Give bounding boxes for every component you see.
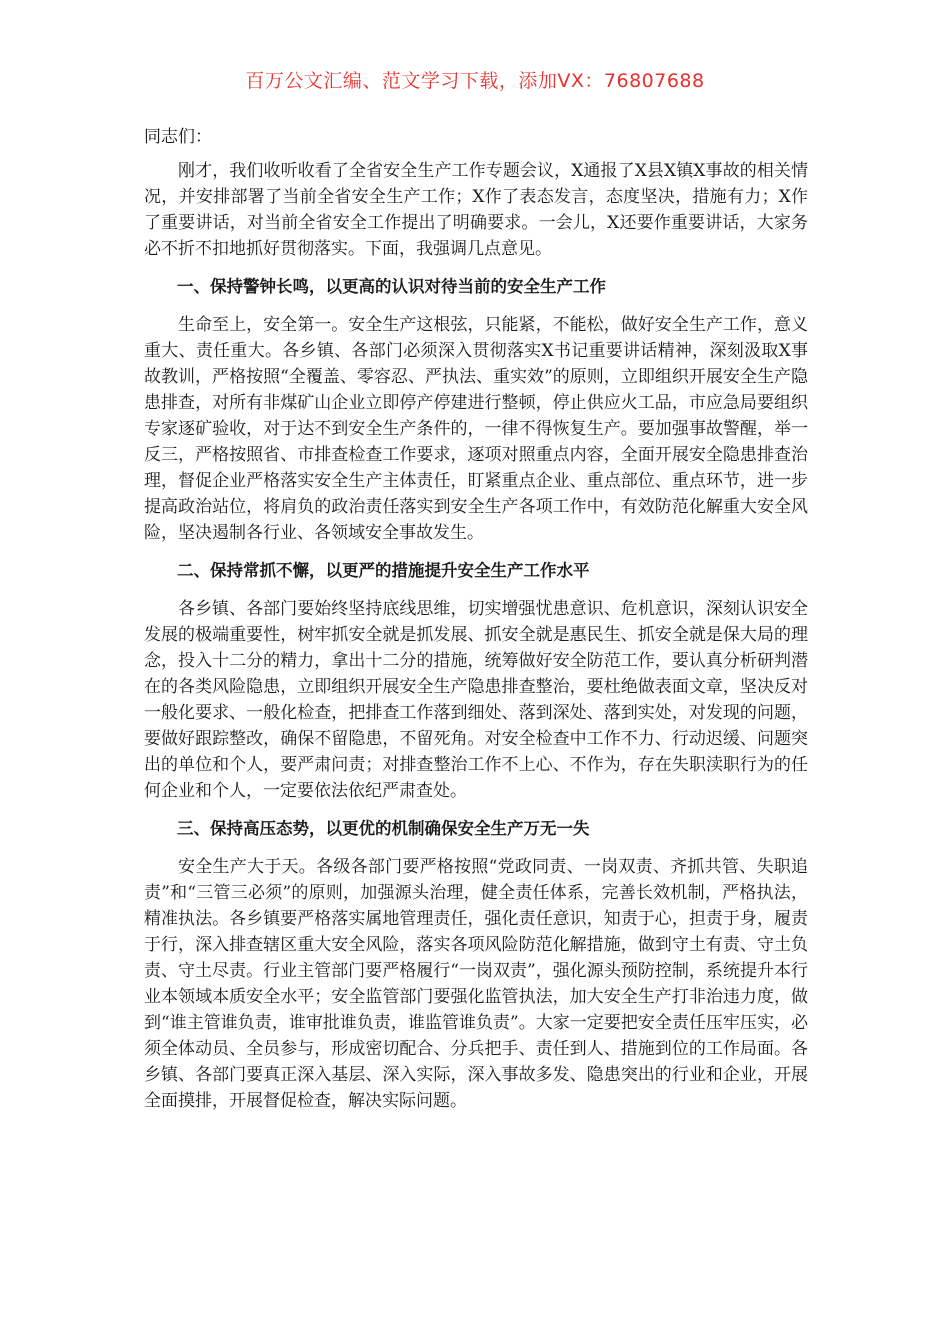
header-banner: 百万公文汇编、范文学习下载，添加VX：76807688: [245, 70, 705, 92]
section-body-2: 各乡镇、各部门要始终坚持底线思维，切实增强忧患意识、危机意识，深刻认识安全发展的极端重要性，树牢抓安全就是抓发展、抓安全就是惠民生、抓安全就是保大局的理念，投入十二分的精力，拿出十二分的措施，统筹做好安全防范工作，要认真分析研判潜在的各类风险隐患，立即组织开展安全生产隐患排查整治，要杜绝做表面文章，坚决反对一般化要求、一般化检查，把排查工作落到细处、落到深处、落到实处，对发现的问题，要做好跟踪整改，确保不留隐患，不留死角。对安全检查中工作不力、行动迟缓、问题突出的单位和个人，要严肃问责；对排查整治工作不上心、不作为，存在失职渎职行为的任何企业和个人，一定要依法依纪严肃查处。: [144, 599, 808, 801]
section-heading-1: 一、保持警钟长鸣，以更高的认识对待当前的安全生产工作: [177, 277, 606, 296]
section-body-3: 安全生产大于天。各级各部门要严格按照“党政同责、一岗双责、齐抓共管、失职追责”和“三管三必须”的原则，加强源头治理，健全责任体系，完善长效机制，严格执法，精准执法。各乡镇要严格落实属地管理责任，强化责任意识，知责于心，担责于身，履责于行，深入排查辖区重大安全风险，落实各项风险防范化解措施，做到守土有责、守土负责、守土尽责。行业主管部门要严格履行“一岗双责”，强化源头预防控制，系统提升本行业本领域本质安全水平；安全监管部门要强化监管执法，加大安全生产打非治违力度，做到“谁主管谁负责，谁审批谁负责，谁监管谁负责”。大家一定要把安全责任压牢压实，必须全体动员、全员参与，形成密切配合、分兵把手、责任到人、措施到位的工作局面。各乡镇、各部门要真正深入基层、深入实际，深入事故多发、隐患突出的行业和企业，开展全面摸排，开展督促检查，解决实际问题。: [144, 857, 808, 1111]
section-body-1: 生命至上，安全第一。安全生产这根弦，只能紧，不能松，做好安全生产工作，意义重大、责任重大。各乡镇、各部门必须深入贯彻落实X书记重要讲话精神，深刻汲取X事故教训，严格按照“全覆盖、零容忍、严执法、重实效”的原则，立即组织开展安全生产隐患排查，对所有非煤矿山企业立即停产停建进行整顿，停止供应火工品，市应急局要组织专家逐矿验收，对于达不到安全生产条件的，一律不得恢复生产。要加强事故警醒，举一反三，严格按照省、市排查检查工作要求，逐项对照重点内容，全面开展安全隐患排查治理，督促企业严格落实安全生产主体责任，盯紧重点企业、重点部位、重点环节，进一步提高政治站位，将肩负的政治责任落实到安全生产各项工作中，有效防范化解重大安全风险，坚决遏制各行业、各领域安全事故发生。: [144, 315, 808, 543]
section-heading-3: 三、保持高压态势，以更优的机制确保安全生产万无一失: [177, 819, 590, 838]
salutation: 同志们：: [144, 127, 212, 147]
document-body: [144, 124, 808, 1126]
section-heading-2: 二、保持常抓不懈，以更严的措施提升安全生产工作水平: [177, 561, 590, 580]
intro-paragraph: 刚才，我们收听收看了全省安全生产工作专题会议，X通报了X县X镇X事故的相关情况，并安排部署了当前全省安全生产工作；X作了表态发言，态度坚决，措施有力；X作了重要讲话，对当前全省安全工作提出了明确要求。一会儿，X还要作重要讲话，大家务必不折不扣地抓好贯彻落实。下面，我强调几点意见。: [144, 161, 808, 259]
